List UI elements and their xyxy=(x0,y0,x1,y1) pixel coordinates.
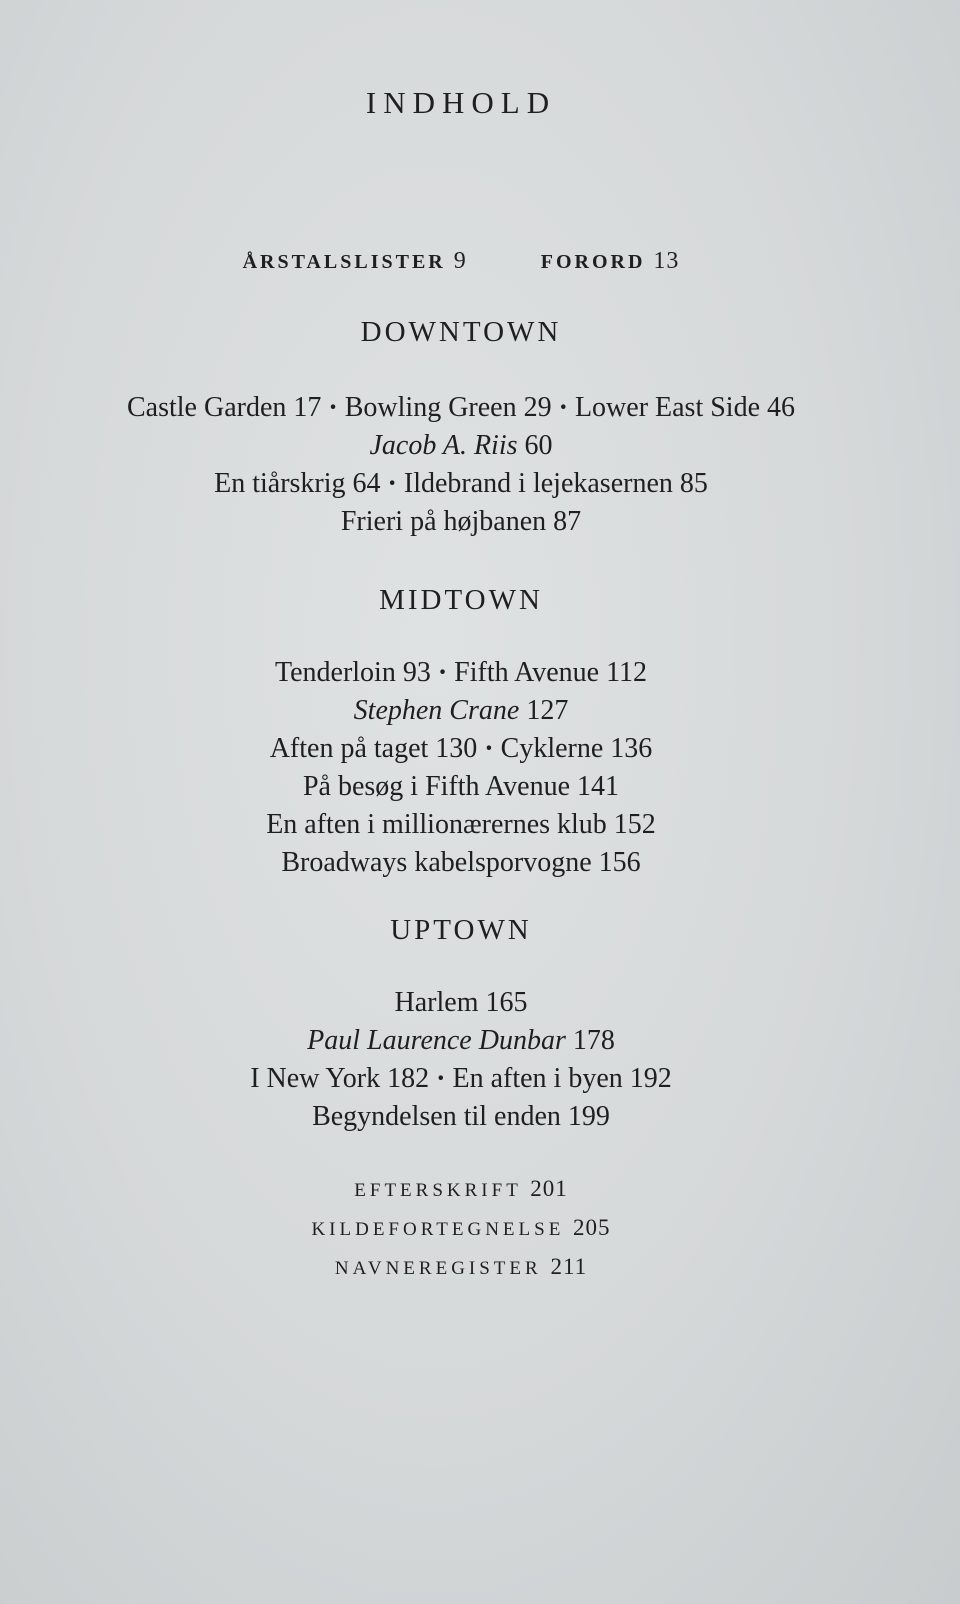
section-heading-uptown: UPTOWN xyxy=(390,914,532,946)
toc-line xyxy=(0,806,922,844)
separator-dot: · xyxy=(436,1063,446,1094)
entry-page: 9 xyxy=(453,248,467,274)
toc-entry: Aften på taget 130 xyxy=(269,733,478,764)
toc-entry: Begyndelsen til enden 199 xyxy=(312,1101,610,1132)
back-matter-entry xyxy=(0,1170,922,1209)
toc-entry-author: Jacob A. Riis xyxy=(369,430,518,461)
toc-entry: Bowling Green 29 xyxy=(344,392,552,423)
separator-dot: · xyxy=(437,657,448,688)
toc-line xyxy=(0,692,922,730)
toc-entry: Frieri på højbanen 87 xyxy=(340,506,582,537)
toc-line xyxy=(0,503,922,541)
toc-entry: Castle Garden 17 xyxy=(127,392,322,423)
toc-entry: Harlem 165 xyxy=(394,987,528,1018)
back-matter-entry xyxy=(0,1209,922,1248)
toc-entry: En tiårskrig 64 xyxy=(214,468,381,499)
separator-dot: · xyxy=(484,733,494,764)
toc-entry: Cyklerne 136 xyxy=(500,733,653,764)
section-heading-downtown: DOWNTOWN xyxy=(360,316,562,348)
toc-entry: En aften i byen 192 xyxy=(452,1063,672,1094)
page-title: INDHOLD xyxy=(365,85,557,120)
toc-entry-author: Paul Laurence Dunbar xyxy=(307,1025,566,1056)
toc-entry: Broadways kabelsporvogne 156 xyxy=(281,847,641,878)
section-heading-midtown: MIDTOWN xyxy=(379,584,543,616)
entry-label: KILDEFORTEGNELSE xyxy=(311,1219,565,1240)
section-lines-downtown xyxy=(0,389,922,541)
separator-dot: · xyxy=(387,468,397,499)
toc-line xyxy=(0,465,922,503)
toc-entry: Fifth Avenue 112 xyxy=(454,657,648,688)
toc-entry-page: 127 xyxy=(526,695,569,726)
entry-page: 211 xyxy=(550,1254,588,1279)
front-matter-entry xyxy=(242,248,475,274)
toc-line xyxy=(0,427,922,465)
toc-line xyxy=(0,768,922,806)
entry-page: 201 xyxy=(530,1176,568,1201)
section-lines-uptown xyxy=(0,984,922,1136)
section-lines-midtown xyxy=(0,654,922,882)
toc-entry: På besøg i Fifth Avenue 141 xyxy=(302,771,619,802)
toc-entry-page: 60 xyxy=(524,430,553,461)
toc-entry: Lower East Side 46 xyxy=(574,392,795,423)
front-matter xyxy=(0,248,922,275)
toc-entry: I New York 182 xyxy=(250,1063,430,1094)
entry-page: 13 xyxy=(653,248,680,274)
separator-dot: · xyxy=(558,392,568,423)
entry-label: ÅRSTALSLISTER xyxy=(242,251,446,273)
toc-line xyxy=(0,1098,922,1136)
entry-label: EFTERSKRIFT xyxy=(354,1180,522,1201)
toc-entry: Tenderloin 93 xyxy=(274,657,431,688)
toc-line xyxy=(0,730,922,768)
back-matter xyxy=(0,1170,922,1287)
toc-entry-page: 178 xyxy=(572,1025,615,1056)
entry-label: FORORD xyxy=(540,251,646,273)
toc-line xyxy=(0,844,922,882)
entry-label: NAVNEREGISTER xyxy=(334,1258,542,1279)
toc-line xyxy=(0,654,922,692)
back-matter-entry xyxy=(0,1248,922,1287)
separator-dot: · xyxy=(328,392,338,423)
entry-page: 205 xyxy=(573,1215,611,1240)
front-matter-entry xyxy=(540,248,680,274)
toc-entry: En aften i millionærernes klub 152 xyxy=(266,809,656,840)
toc-line xyxy=(0,389,922,427)
toc-entry-author: Stephen Crane xyxy=(353,695,520,726)
toc-line xyxy=(0,1060,922,1098)
toc-entry: Ildebrand i lejekasernen 85 xyxy=(403,468,708,499)
toc-line xyxy=(0,1022,922,1060)
toc-line xyxy=(0,984,922,1022)
